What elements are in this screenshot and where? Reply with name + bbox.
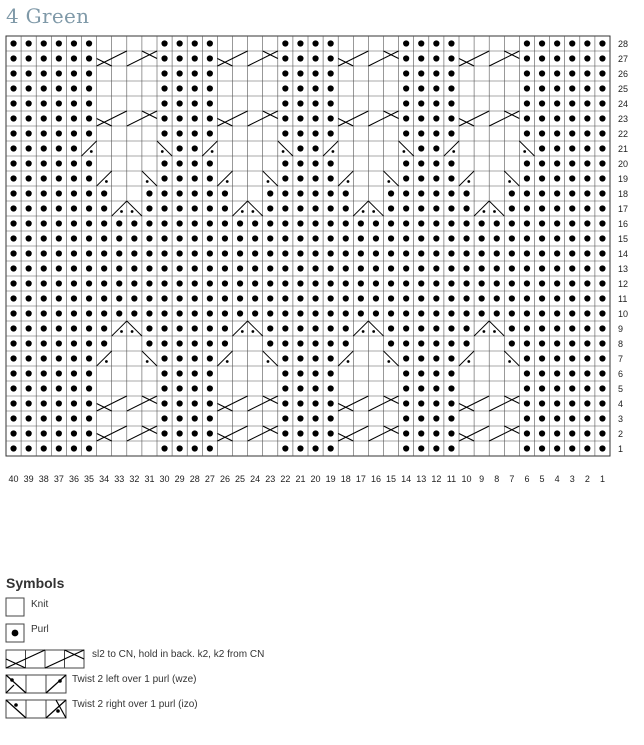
column-label: 3 <box>569 474 575 484</box>
twist-right-purl-icon <box>6 700 66 718</box>
column-label: 4 <box>554 474 560 484</box>
legend-heading: Symbols <box>6 575 65 591</box>
row-label: 28 <box>618 39 629 49</box>
row-label: 10 <box>618 309 629 319</box>
column-label: 27 <box>204 474 215 484</box>
row-label: 20 <box>618 159 629 169</box>
column-label: 17 <box>355 474 366 484</box>
row-label: 5 <box>618 384 624 394</box>
row-label: 17 <box>618 204 629 214</box>
row-label: 7 <box>618 354 624 364</box>
column-label: 36 <box>68 474 79 484</box>
legend-label-knit: Knit <box>31 599 49 610</box>
row-label: 25 <box>618 84 629 94</box>
column-label: 9 <box>479 474 485 484</box>
column-label: 1 <box>599 474 605 484</box>
row-label: 6 <box>618 369 624 379</box>
legend-label-purl: Purl <box>31 624 49 635</box>
column-label: 37 <box>53 474 64 484</box>
row-label: 24 <box>618 99 629 109</box>
row-label: 8 <box>618 339 624 349</box>
column-label: 14 <box>401 474 412 484</box>
row-label: 3 <box>618 414 624 424</box>
purl-dot-icon <box>6 624 24 642</box>
row-label: 4 <box>618 399 624 409</box>
column-label: 10 <box>461 474 472 484</box>
row-label: 27 <box>618 54 629 64</box>
column-label: 20 <box>310 474 321 484</box>
row-label: 14 <box>618 249 629 259</box>
column-label: 7 <box>509 474 515 484</box>
column-label: 33 <box>114 474 125 484</box>
knit-square-icon <box>6 598 24 616</box>
column-label: 16 <box>370 474 381 484</box>
column-label: 22 <box>280 474 291 484</box>
row-label: 1 <box>618 444 624 454</box>
column-label: 19 <box>325 474 336 484</box>
column-label: 34 <box>99 474 110 484</box>
row-label: 11 <box>618 294 628 304</box>
column-label: 28 <box>189 474 200 484</box>
row-label: 2 <box>618 429 624 439</box>
row-label: 9 <box>618 324 624 334</box>
column-label: 15 <box>386 474 397 484</box>
column-label: 21 <box>295 474 306 484</box>
chart-title: 4 Green <box>6 4 90 28</box>
column-label: 6 <box>524 474 530 484</box>
twist-left-purl-icon <box>6 675 66 693</box>
row-label: 12 <box>618 279 629 289</box>
row-label: 21 <box>618 144 629 154</box>
row-label: 23 <box>618 114 629 124</box>
legend-label-twist-right: Twist 2 right over 1 purl (izo) <box>72 699 198 710</box>
row-label: 18 <box>618 189 629 199</box>
column-label: 25 <box>235 474 246 484</box>
column-label: 12 <box>431 474 442 484</box>
column-label: 40 <box>8 474 19 484</box>
column-label: 11 <box>446 474 457 484</box>
column-label: 5 <box>539 474 545 484</box>
column-label: 24 <box>250 474 261 484</box>
cable-4-right-icon <box>6 650 84 668</box>
column-label: 23 <box>265 474 276 484</box>
column-label: 38 <box>38 474 49 484</box>
row-label: 22 <box>618 129 629 139</box>
row-label: 16 <box>618 219 629 229</box>
column-label: 39 <box>23 474 34 484</box>
column-label: 13 <box>416 474 427 484</box>
row-label: 19 <box>618 174 629 184</box>
column-label: 8 <box>494 474 500 484</box>
column-label: 32 <box>129 474 140 484</box>
row-label: 13 <box>618 264 629 274</box>
column-label: 18 <box>340 474 351 484</box>
row-label: 15 <box>618 234 629 244</box>
column-label: 29 <box>174 474 185 484</box>
column-label: 30 <box>159 474 170 484</box>
column-label: 2 <box>584 474 590 484</box>
column-label: 26 <box>219 474 230 484</box>
row-label: 26 <box>618 69 629 79</box>
column-label: 31 <box>144 474 155 484</box>
column-label: 35 <box>84 474 95 484</box>
legend-label-twist-left: Twist 2 left over 1 purl (wze) <box>72 674 197 685</box>
legend-label-cable: sl2 to CN, hold in back. k2, k2 from CN <box>92 649 265 660</box>
